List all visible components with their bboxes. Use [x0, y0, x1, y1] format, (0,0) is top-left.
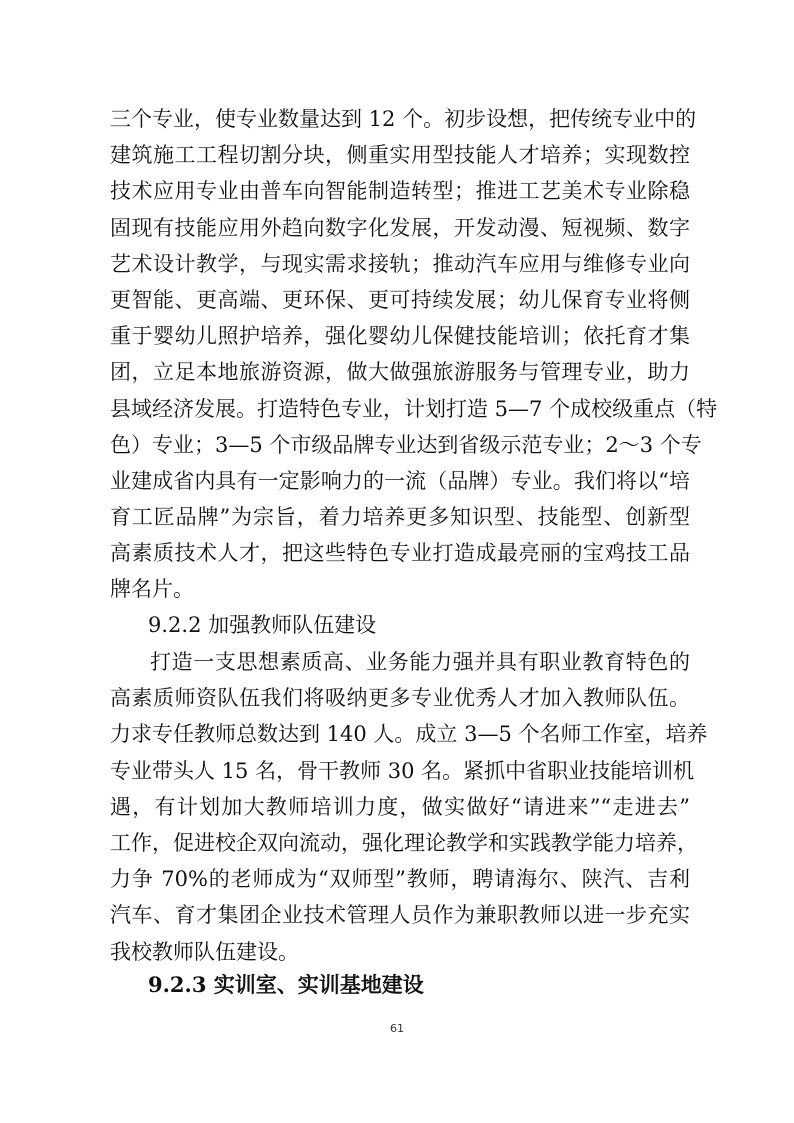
- paragraph-line: 建筑施工工程切割分块，侧重实用型技能人才培养；实现数控: [110, 143, 690, 168]
- paragraph-line: 县域经济发展。打造特色专业，计划打造 5—7 个成校级重点（特: [110, 396, 718, 421]
- paragraph-line: 高素质技术人才，把这些特色专业打造成最亮丽的宝鸡技工品: [110, 541, 690, 566]
- paragraph-line: 三个专业，使专业数量达到 12 个。初步设想，把传统专业中的: [110, 107, 697, 131]
- paragraph-line: 汽车、育才集团企业技术管理人员作为兼职教师以进一步充实: [110, 903, 690, 928]
- paragraph-line: 艺术设计教学，与现实需求接轨；推动汽车应用与维修专业向: [110, 251, 690, 276]
- paragraph-line: 团，立足本地旅游资源，做大做强旅游服务与管理专业，助力: [110, 360, 690, 385]
- paragraph-line: 牌名片。: [110, 577, 194, 602]
- paragraph-line: 固现有技能应用外趋向数字化发展，开发动漫、短视频、数字: [110, 215, 690, 240]
- paragraph-specialties: [110, 101, 718, 608]
- section-heading-9-2-3: 9.2.3 实训室、实训基地建设: [148, 972, 424, 997]
- paragraph-line: 技术应用专业由普车向智能制造转型；推进工艺美术专业除稳: [110, 179, 690, 204]
- paragraph-line: 遇，有计划加大教师培训力度，做实做好“请进来”“走进去”: [110, 794, 690, 819]
- page-number: 61: [390, 1022, 404, 1035]
- paragraph-line: 更智能、更高端、更环保、更可持续发展；幼儿保育专业将侧: [110, 287, 690, 312]
- paragraph-teachers: [110, 644, 708, 970]
- paragraph-line: 高素质师资队伍我们将吸纳更多专业优秀人才加入教师队伍。: [110, 686, 690, 711]
- paragraph-line: 打造一支思想素质高、业务能力强并具有职业教育特色的: [150, 650, 690, 674]
- paragraph-line: 力争 70%的老师成为“双师型”教师，聘请海尔、陕汽、吉利: [110, 867, 690, 892]
- paragraph-line: 业建成省内具有一定影响力的一流（品牌）专业。我们将以“培: [110, 468, 690, 493]
- paragraph-line: 重于婴幼儿照护培养，强化婴幼儿保健技能培训；依托育才集: [110, 324, 690, 349]
- paragraph-line: 我校教师队伍建设。: [110, 939, 299, 964]
- paragraph-line: 专业带头人 15 名，骨干教师 30 名。紧抓中省职业技能培训机: [110, 758, 695, 783]
- paragraph-line: 工作，促进校企双向流动，强化理论教学和实践教学能力培养，: [110, 830, 698, 855]
- paragraph-line: 力求专任教师总数达到 140 人。成立 3—5 个名师工作室，培养: [110, 722, 708, 747]
- paragraph-line: 色）专业；3—5 个市级品牌专业达到省级示范专业；2～3 个专: [110, 432, 702, 457]
- paragraph-line: 育工匠品牌”为宗旨，着力培养更多知识型、技能型、创新型: [110, 505, 690, 530]
- section-heading-9-2-2: 9.2.2 加强教师队伍建设: [148, 613, 377, 637]
